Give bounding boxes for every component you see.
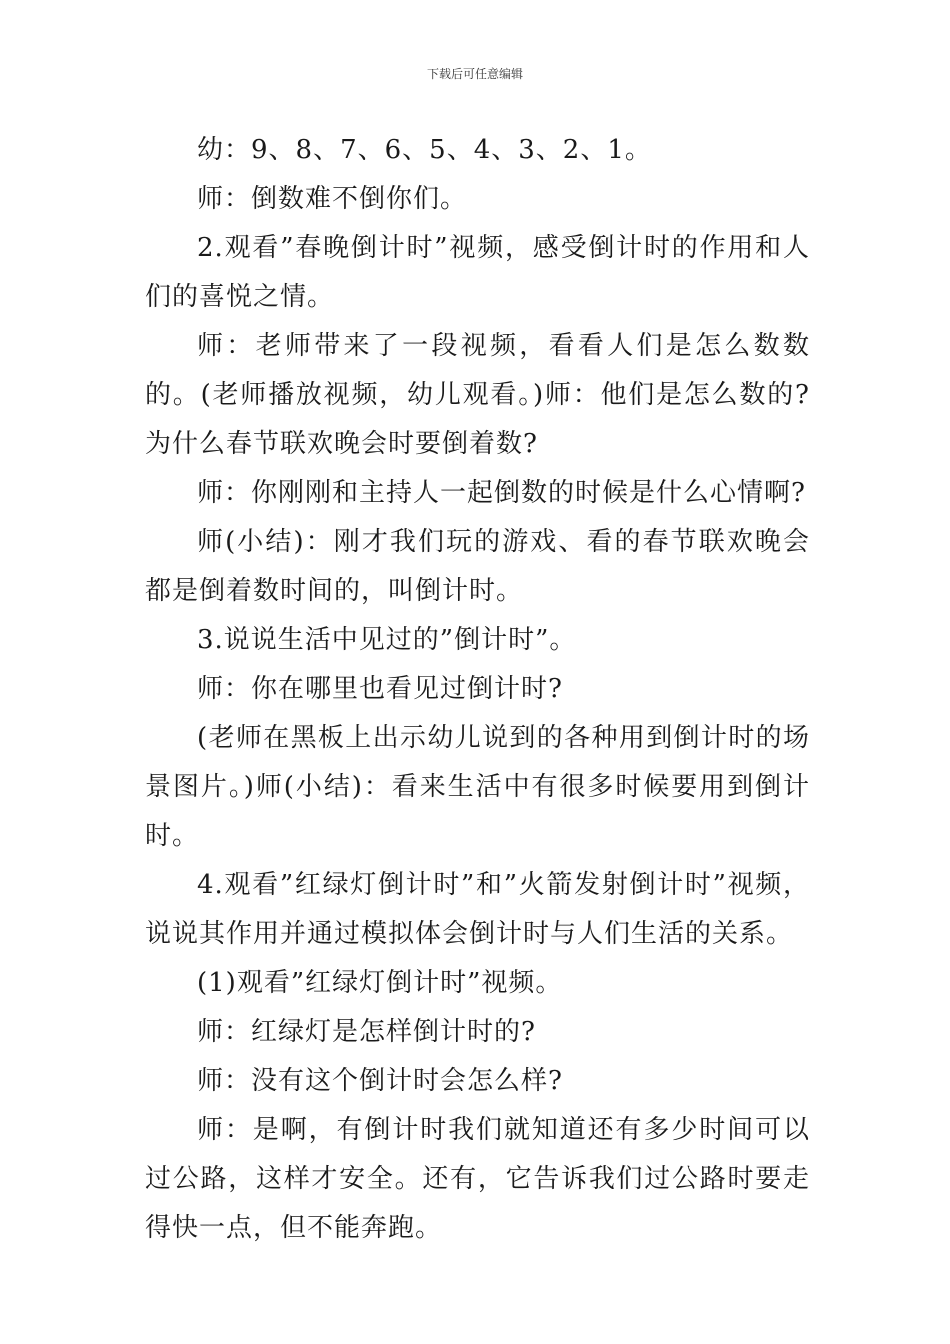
paragraph: 2.观看”春晚倒计时”视频，感受倒计时的作用和人们的喜悦之情。 — [145, 233, 810, 312]
paragraph: 师(小结)：刚才我们玩的游戏、看的春节联欢晚会都是倒着数时间的，叫倒计时。 — [145, 527, 810, 606]
page-header: 下载后可任意编辑 — [426, 67, 523, 81]
paragraph: 师：是啊，有倒计时我们就知道还有多少时间可以过公路，这样才安全。还有，它告诉我们过公路时要走得快一点，但不能奔跑。 — [145, 1115, 810, 1243]
paragraph: 师：倒数难不倒你们。 — [197, 184, 468, 214]
paragraph: 4.观看”红绿灯倒计时”和”火箭发射倒计时”视频，说说其作用并通过模拟体会倒计时与人们生活的关系。 — [145, 870, 810, 949]
paragraph: 幼：9、8、7、6、5、4、3、2、1。 — [197, 135, 652, 165]
paragraph: 师：你在哪里也看见过倒计时? — [197, 674, 563, 704]
paragraph: 师：没有这个倒计时会怎么样? — [197, 1066, 563, 1096]
paragraph: (1)观看”红绿灯倒计时”视频。 — [197, 968, 563, 998]
document-body — [145, 126, 810, 1253]
paragraph: 师：老师带来了一段视频，看看人们是怎么数数的。(老师播放视频，幼儿观看。)师：他们是怎么数的?为什么春节联欢晚会时要倒着数? — [145, 331, 810, 459]
paragraph: 师：红绿灯是怎样倒计时的? — [197, 1017, 536, 1047]
paragraph: 3.说说生活中见过的”倒计时”。 — [197, 625, 577, 655]
paragraph: 师：你刚刚和主持人一起倒数的时候是什么心情啊? — [197, 478, 806, 508]
paragraph: (老师在黑板上出示幼儿说到的各种用到倒计时的场景图片。)师(小结)：看来生活中有很多时候要用到倒计时。 — [145, 723, 810, 851]
